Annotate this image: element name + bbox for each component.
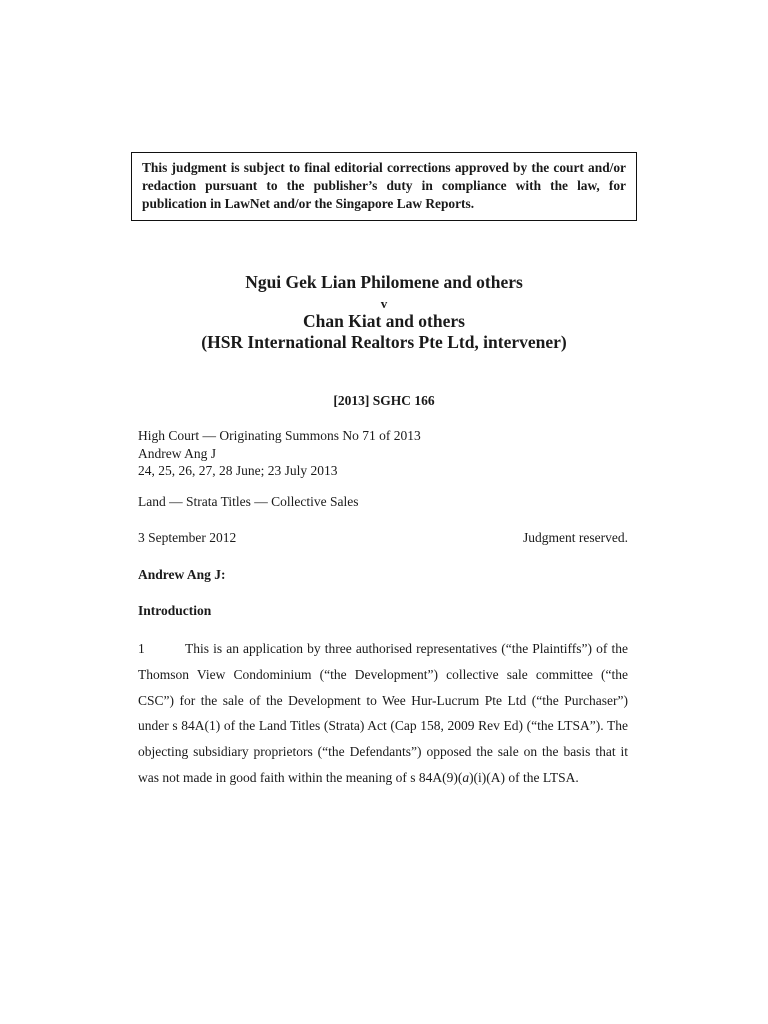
paragraph-text-italic: a bbox=[462, 769, 470, 785]
hearing-dates: 24, 25, 26, 27, 28 June; 23 July 2013 bbox=[138, 463, 338, 478]
catchwords: Land — Strata Titles — Collective Sales bbox=[138, 494, 359, 509]
paragraph-text-main: This is an application by three authorised representatives (“the Plaintiffs”) of the Thomson View Condominium (“the Development”) collective sale committee (“the CSC”) for the sale of the Development to Wee Hur-Lucrum Pte Ltd (“the Purchaser”) under s 84A(1) of the Land Titles (Strata) Act (Cap 158, 2009 Rev Ed) (“the LTSA”). The objecting subsidiary proprietors (“the Defendants”) opposed the sale on the basis that it was not made in good faith within the meaning of s 84A(9)( bbox=[138, 641, 628, 785]
judge-heading: Andrew Ang J: bbox=[138, 567, 226, 582]
section-heading: Introduction bbox=[138, 603, 212, 618]
defendants-title: Chan Kiat and others bbox=[303, 311, 465, 331]
plaintiffs-title: Ngui Gek Lian Philomene and others bbox=[245, 272, 523, 292]
paragraph-text-end: )(i)(A) of the LTSA. bbox=[469, 769, 579, 785]
court-line: High Court — Originating Summons No 71 of 2013 bbox=[138, 428, 421, 443]
versus-label: v bbox=[380, 296, 388, 311]
editorial-notice-box bbox=[131, 152, 637, 221]
case-metadata bbox=[138, 427, 421, 480]
judge-line: Andrew Ang J bbox=[138, 445, 216, 461]
decision-date: 3 September 2012 bbox=[138, 530, 237, 545]
intervener-title: (HSR International Realtors Pte Ltd, intervener) bbox=[201, 332, 567, 352]
case-citation: [2013] SGHC 166 bbox=[333, 393, 435, 408]
editorial-notice-text: This judgment is subject to final editorial corrections approved by the court and/or redaction pursuant to the publisher’s duty in compliance with the law, for publication in LawNet and/or the Singapore Law Reports. bbox=[142, 160, 626, 212]
decision-row bbox=[138, 530, 628, 546]
paragraph-1 bbox=[138, 636, 628, 791]
judgment-status: Judgment reserved. bbox=[523, 530, 628, 545]
paragraph-number: 1 bbox=[138, 641, 145, 656]
